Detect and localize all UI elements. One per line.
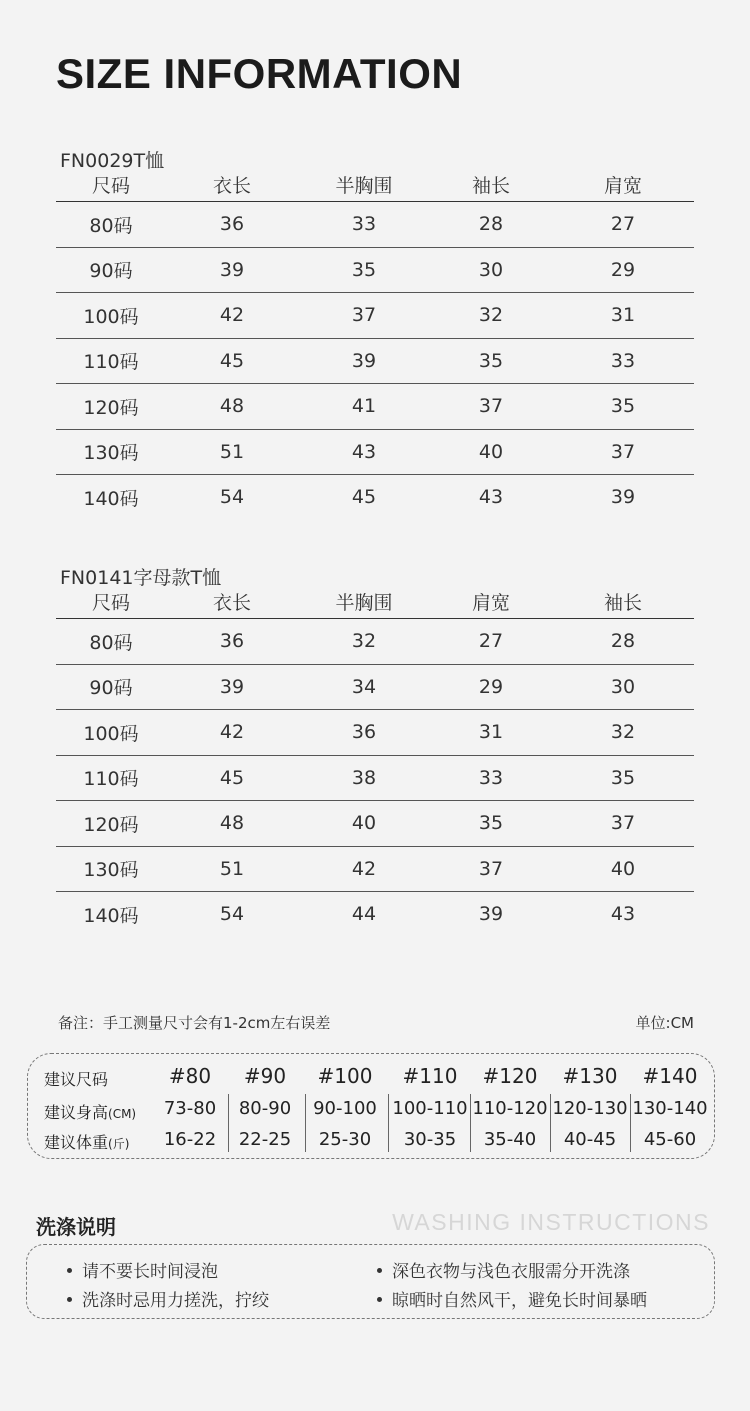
table-row — [56, 338, 694, 384]
recommended-height: 130-140 — [632, 1098, 708, 1119]
measurement-cell: 40 — [552, 846, 694, 892]
size-table-fn0141 — [56, 565, 694, 937]
recommended-size: #130 — [562, 1064, 618, 1088]
size-table-fn0029 — [56, 148, 694, 520]
table-row — [56, 846, 694, 892]
recommended-size: #100 — [317, 1064, 373, 1088]
measurement-cell: 35 — [552, 755, 694, 801]
measurement-cell: 39 — [166, 664, 298, 710]
measurement-cell: 35 — [552, 384, 694, 430]
height-label-text: 建议身高 — [44, 1103, 109, 1122]
measurement-cell: 54 — [219, 486, 245, 509]
measurement-cell: 33 — [430, 755, 552, 801]
recommended-height: 73-80 — [163, 1098, 217, 1119]
measurement-note: 备注：手工测量尺寸会有1-2cm左右误差 — [58, 1014, 331, 1032]
table-row — [56, 619, 694, 665]
size-cell: 120码 — [56, 384, 166, 430]
measurement-cell: 44 — [351, 903, 377, 926]
measurement-cell: 30 — [430, 247, 552, 293]
size-cell: 90码 — [56, 664, 166, 710]
recommended-weight: 45-60 — [643, 1129, 697, 1150]
washing-box — [26, 1244, 715, 1319]
measurement-cell: 30 — [552, 664, 694, 710]
washing-item-text: 深色衣物与浅色衣服需分开洗涤 — [392, 1262, 630, 1282]
washing-item — [377, 1286, 647, 1311]
table-header-row — [56, 591, 694, 619]
measurement-cell: 51 — [166, 429, 298, 475]
measurement-cell: 39 — [298, 338, 430, 384]
measurement-cell: 37 — [430, 846, 552, 892]
table-header-row — [56, 174, 694, 202]
measurement-cell: 36 — [166, 619, 298, 665]
table-caption: FN0141字母款T恤 — [60, 567, 222, 589]
recommended-weight: 40-45 — [563, 1129, 617, 1150]
measurement-cell: 45 — [166, 338, 298, 384]
size-cell: 90码 — [56, 247, 166, 293]
measurement-cell: 32 — [552, 710, 694, 756]
recommended-weight: 16-22 — [163, 1129, 217, 1150]
column-header: 尺码 — [56, 174, 166, 202]
table-row — [56, 429, 694, 475]
measurement-cell: 37 — [298, 293, 430, 339]
measurement-cell: 28 — [552, 619, 694, 665]
recommended-height: 90-100 — [313, 1098, 377, 1119]
measurement-cell: 35 — [298, 247, 430, 293]
measurement-cell: 33 — [298, 202, 430, 248]
measurement-cell: 33 — [552, 338, 694, 384]
measurement-cell: 45 — [166, 755, 298, 801]
measurement-cell: 31 — [552, 293, 694, 339]
size-cell: 80码 — [56, 619, 166, 665]
measurement-cell: 42 — [166, 710, 298, 756]
measurement-cell: 37 — [430, 384, 552, 430]
recommended-weight: 25-30 — [318, 1129, 372, 1150]
washing-title: 洗涤说明 — [36, 1215, 116, 1239]
column-header: 袖长 — [552, 591, 694, 619]
washing-item-text: 洗涤时忌用力搓洗，拧绞 — [82, 1291, 269, 1311]
measurement-cell: 42 — [166, 293, 298, 339]
bullet-icon — [67, 1268, 72, 1273]
measurement-cell: 31 — [430, 710, 552, 756]
recommended-size: #110 — [402, 1064, 458, 1088]
measurement-cell: 35 — [430, 801, 552, 847]
table-row — [56, 664, 694, 710]
size-table — [56, 174, 694, 520]
measurement-cell: 28 — [430, 202, 552, 248]
measurement-cell: 37 — [552, 801, 694, 847]
column-header: 衣长 — [166, 174, 298, 202]
measurement-cell: 36 — [298, 710, 430, 756]
recommended-height: 120-130 — [552, 1098, 628, 1119]
recommended-size: #90 — [243, 1064, 287, 1088]
table-row — [56, 247, 694, 293]
column-header: 衣长 — [166, 591, 298, 619]
measurement-cell: 36 — [166, 202, 298, 248]
size-cell: 140码 — [83, 904, 139, 927]
measurement-cell: 45 — [351, 486, 377, 509]
measurement-cell: 32 — [298, 619, 430, 665]
size-cell: 100码 — [56, 293, 166, 339]
size-cell: 120码 — [56, 801, 166, 847]
height-unit: (CM) — [108, 1107, 137, 1121]
measurement-cell: 41 — [298, 384, 430, 430]
table-row — [56, 710, 694, 756]
washing-title-en: WASHING INSTRUCTIONS — [392, 1209, 710, 1235]
weight-unit: (斤) — [108, 1137, 130, 1151]
bullet-icon — [377, 1268, 382, 1273]
measurement-cell: 35 — [430, 338, 552, 384]
measurement-cell: 51 — [166, 846, 298, 892]
table-row — [56, 293, 694, 339]
table-row — [56, 801, 694, 847]
table-row — [56, 475, 694, 520]
measurement-cell: 48 — [166, 801, 298, 847]
recommended-weight-label — [44, 1130, 129, 1153]
measurement-cell: 37 — [552, 429, 694, 475]
size-cell: 100码 — [56, 710, 166, 756]
measurement-cell: 43 — [610, 903, 636, 926]
recommended-height: 110-120 — [472, 1098, 548, 1119]
measurement-cell: 43 — [298, 429, 430, 475]
measurement-cell: 27 — [552, 202, 694, 248]
recommended-size: #120 — [482, 1064, 538, 1088]
column-divider — [388, 1094, 389, 1152]
measurement-cell: 29 — [552, 247, 694, 293]
washing-item — [67, 1286, 269, 1311]
table-row — [56, 892, 694, 937]
washing-item-text: 请不要长时间浸泡 — [82, 1262, 218, 1282]
recommended-height: 100-110 — [392, 1098, 468, 1119]
size-cell: 110码 — [56, 338, 166, 384]
size-cell: 140码 — [83, 487, 139, 510]
measurement-cell: 34 — [298, 664, 430, 710]
size-table — [56, 591, 694, 937]
recommended-size: #80 — [168, 1064, 212, 1088]
measurement-cell: 32 — [430, 293, 552, 339]
measurement-cell: 38 — [298, 755, 430, 801]
recommended-weight: 30-35 — [403, 1129, 457, 1150]
bullet-icon — [377, 1297, 382, 1302]
table-row — [56, 755, 694, 801]
column-header: 尺码 — [56, 591, 166, 619]
page-title: SIZE INFORMATION — [56, 50, 463, 97]
measurement-cell: 39 — [610, 486, 636, 509]
measurement-cell: 42 — [298, 846, 430, 892]
column-header: 半胸围 — [298, 591, 430, 619]
washing-item — [67, 1257, 218, 1282]
washing-item — [377, 1257, 630, 1282]
measurement-cell: 40 — [298, 801, 430, 847]
measurement-cell: 39 — [166, 247, 298, 293]
measurement-cell: 54 — [219, 903, 245, 926]
unit-label: 单位:CM — [635, 1014, 694, 1032]
recommended-size: #140 — [642, 1064, 698, 1088]
measurement-cell: 29 — [430, 664, 552, 710]
size-cell: 130码 — [56, 846, 166, 892]
column-header: 袖长 — [430, 174, 552, 202]
table-row — [56, 202, 694, 248]
table-caption: FN0029T恤 — [60, 150, 165, 172]
washing-item-text: 晾晒时自然风干，避免长时间暴晒 — [392, 1291, 647, 1311]
recommended-size-box — [27, 1053, 715, 1159]
measurement-cell: 40 — [430, 429, 552, 475]
column-header: 半胸围 — [298, 174, 430, 202]
recommended-height: 80-90 — [238, 1098, 292, 1119]
recommended-size-label: 建议尺码 — [44, 1070, 109, 1089]
size-cell: 80码 — [56, 202, 166, 248]
column-header: 肩宽 — [430, 591, 552, 619]
weight-label-text: 建议体重 — [44, 1133, 109, 1152]
table-row — [56, 384, 694, 430]
measurement-cell: 48 — [166, 384, 298, 430]
measurement-cell: 27 — [430, 619, 552, 665]
size-cell: 130码 — [56, 429, 166, 475]
measurement-cell: 43 — [478, 486, 504, 509]
recommended-weight: 22-25 — [238, 1129, 292, 1150]
column-header: 肩宽 — [552, 174, 694, 202]
recommended-height-label — [44, 1100, 136, 1123]
measurement-cell: 39 — [478, 903, 504, 926]
bullet-icon — [67, 1297, 72, 1302]
recommended-weight: 35-40 — [483, 1129, 537, 1150]
size-cell: 110码 — [56, 755, 166, 801]
